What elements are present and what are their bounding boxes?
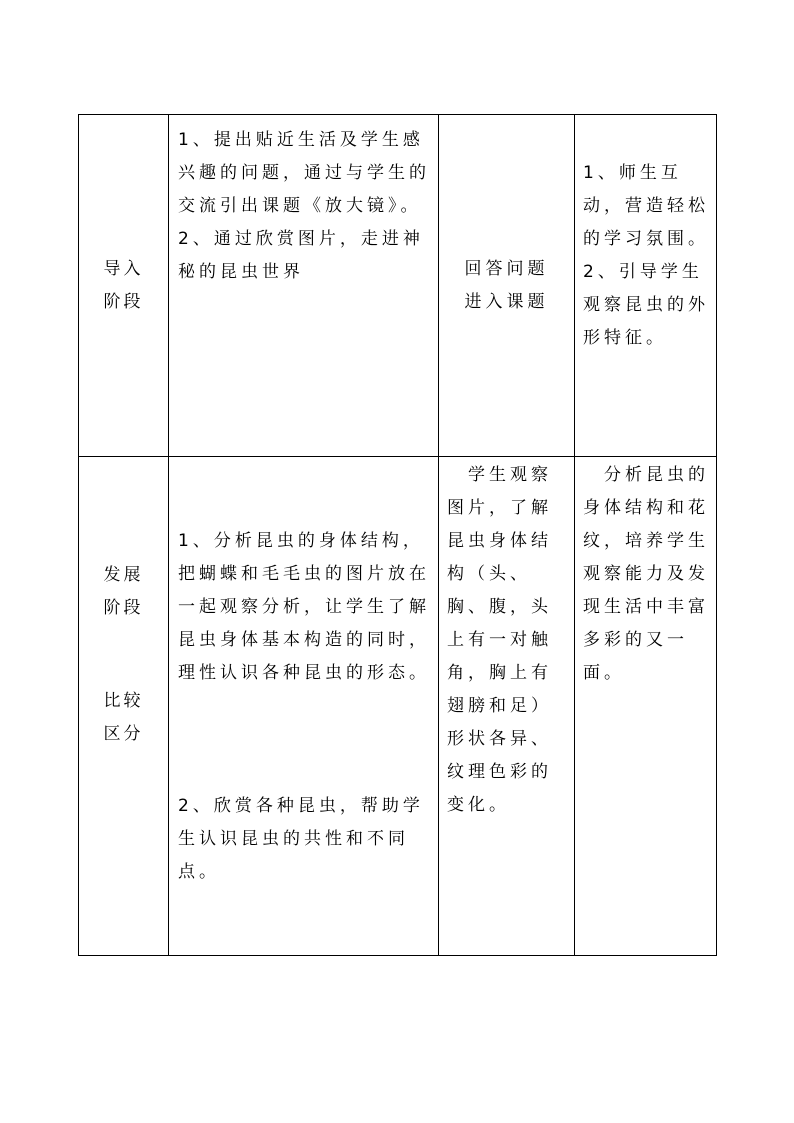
stage-label-line: 导入	[103, 258, 144, 279]
teacher-activity-paragraph: 2、欣赏各种昆虫，帮助学生认识昆虫的共性和不同点。	[178, 796, 424, 882]
stage-label-line: 阶段	[103, 598, 144, 618]
teacher-activity-cell	[169, 115, 439, 457]
teacher-activity-paragraph: 1、分析昆虫的身体结构，把蝴蝶和毛毛虫的图片放在一起观察分析，让学生了解昆虫身体基本构造的同时，理性认识各种昆虫的形态。	[178, 531, 430, 683]
stage-cell-development	[79, 457, 169, 956]
stage-label-line: 比较	[103, 691, 144, 711]
stage-label-line: 区分	[103, 724, 144, 744]
lesson-plan-table	[78, 114, 717, 956]
table-row-intro	[79, 115, 717, 457]
student-activity-text: 回答问题 进入课题	[464, 258, 549, 312]
stage-label-line: 阶段	[103, 291, 144, 312]
table-row-development	[79, 457, 717, 956]
student-activity-cell	[439, 457, 575, 956]
student-activity-text: 学生观察图片，了解昆虫身体结构（头、胸、腹，头上有一对触角，胸上有翅膀和足）形状各异、纹理色彩的变化。	[447, 465, 552, 815]
teacher-activity-cell	[169, 457, 439, 956]
teacher-activity-text: 1、提出贴近生活及学生感兴趣的问题，通过与学生的交流引出课题《放大镜》。 2、通过欣赏图片，走进神秘的昆虫世界	[178, 130, 430, 282]
student-activity-cell	[439, 115, 575, 457]
design-intent-cell	[575, 115, 717, 457]
design-intent-cell	[575, 457, 717, 956]
stage-label-line: 发展	[103, 565, 144, 585]
stage-cell-intro	[79, 115, 169, 457]
design-intent-text: 分析昆虫的身体结构和花纹，培养学生观察能力及发现生活中丰富多彩的又一面。	[583, 465, 709, 683]
design-intent-text: 1、师生互动，营造轻松的学习氛围。 2、引导学生观察昆虫的外形特征。	[583, 163, 709, 348]
